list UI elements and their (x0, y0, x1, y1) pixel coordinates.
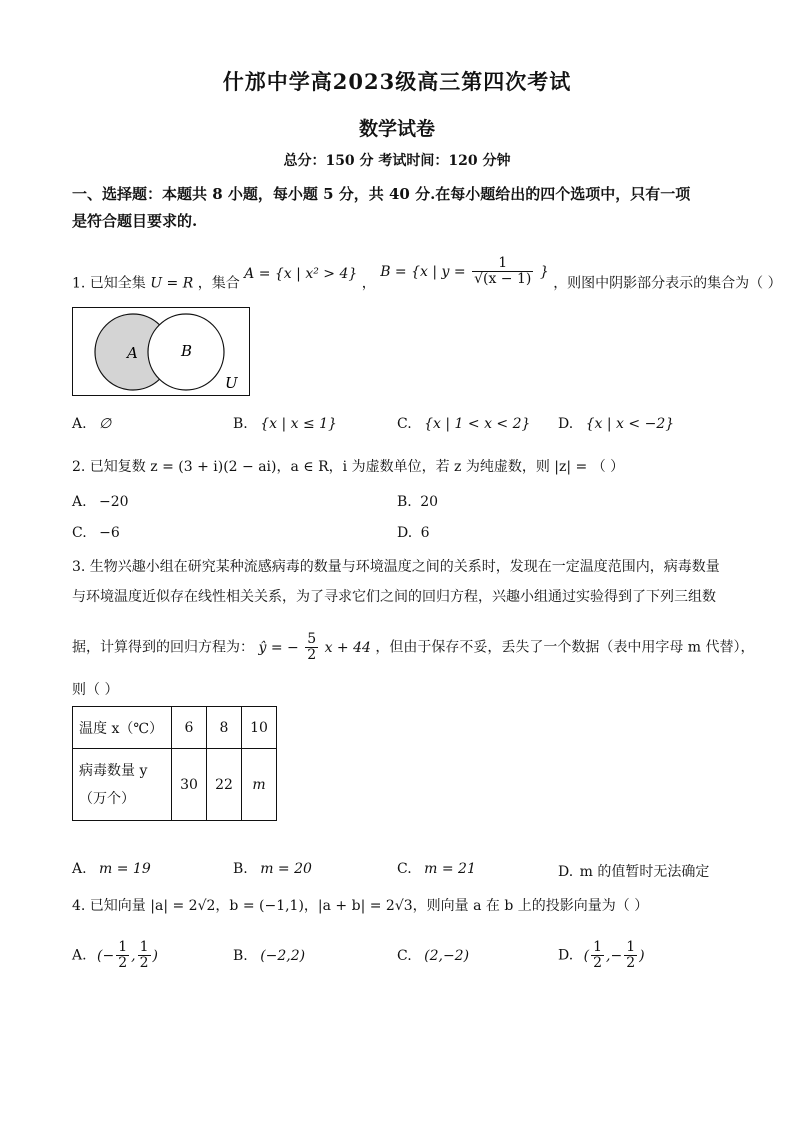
q1-mid: ，集合 (197, 275, 240, 292)
option-text: ∅ (99, 416, 112, 432)
q2-option-b[interactable] (397, 494, 438, 510)
option-label: A. (72, 416, 87, 432)
section-heading (72, 181, 732, 235)
option-text: 20 (420, 494, 439, 510)
q3-eq-num: 5 (307, 631, 317, 647)
venn-diagram (72, 307, 250, 396)
option-fraction: $\frac{1}{2}$ (139, 939, 149, 971)
q2-option-c[interactable] (72, 525, 120, 541)
table-row (73, 707, 277, 749)
option-text: {x | x ≤ 1} (260, 416, 337, 432)
q1-set-a: A = {x | x² > 4} (244, 265, 358, 282)
option-text: 6 (420, 525, 430, 541)
q3-eq-rhs: x + 44 (324, 639, 371, 656)
option-fraction: $\frac{1}{2}$ (118, 939, 128, 971)
option-text: −20 (99, 494, 129, 510)
q1-option-c[interactable] (397, 416, 530, 432)
table-row-label (73, 749, 172, 821)
venn-label-b: B (181, 342, 193, 360)
q3-option-a[interactable] (72, 861, 151, 877)
exam-subtitle: 数学试卷 (358, 118, 435, 140)
table-row-label-line2: （万个） (79, 790, 135, 807)
option-label: D. (558, 416, 574, 432)
table-cell: 6 (172, 707, 207, 749)
question-4-stem: 4. 已知向量 |a| = 2√2，b = (−1,1)，|a + b| = 2√3，则向量 a 在 b 上的投影向量为（ ） (72, 898, 649, 914)
q3-option-d[interactable] (558, 861, 709, 881)
option-fraction: $\frac{1}{2}$ (626, 939, 636, 971)
option-text: ( $\frac{1}{2}$ ,− $\frac{1}{2}$ ) (583, 939, 645, 971)
q3-eq-den: 2 (307, 647, 317, 663)
option-label: B. (233, 948, 248, 964)
table-cell: 10 (242, 707, 277, 749)
q3-line3-pre: 据，计算得到的回归方程为： (72, 639, 254, 656)
option-text: m = 20 (260, 861, 312, 877)
question-1-stem (72, 255, 782, 299)
option-text-pre: ( (583, 947, 590, 964)
exam-title: 什邡中学高2023级高三第四次考试 (222, 69, 572, 94)
option-text: (−2,2) (260, 948, 306, 964)
q1-set-b-num: 1 (472, 256, 533, 272)
table-cell: m (242, 749, 277, 821)
q1-prefix: 1. 已知全集 (72, 275, 146, 292)
q1-set-b-den: √(x − 1) (474, 271, 532, 287)
q3-data-table (72, 706, 277, 821)
q4-option-c[interactable] (397, 948, 469, 964)
option-label: C. (397, 948, 412, 964)
table-row-label: 温度 x（℃） (73, 707, 172, 749)
venn-label-a: A (127, 344, 138, 362)
option-label: C. (397, 416, 412, 432)
option-text-pre: (− (97, 947, 115, 964)
option-label: D. (397, 525, 413, 541)
option-label: A. (72, 494, 87, 510)
option-label: A. (72, 861, 87, 877)
q3-eq-fraction (305, 632, 318, 663)
q1-set-b-lead: B = {x | y = (380, 263, 466, 280)
q3-line3-post: ，但由于保存不妥，丢失了一个数据（表中用字母 m 代替）， (375, 639, 755, 656)
venn-label-u: U (225, 374, 238, 392)
option-text: {x | 1 < x < 2} (424, 416, 531, 432)
option-label: D. (558, 864, 574, 880)
q2-option-d[interactable] (397, 525, 430, 541)
q1-option-a[interactable] (72, 416, 111, 432)
option-text: −6 (99, 525, 120, 541)
option-text: m 的值暂时无法确定 (579, 864, 710, 880)
q1-universal-set: U = R (150, 275, 194, 292)
option-fraction: $\frac{1}{2}$ (593, 939, 603, 971)
q4-option-a[interactable] (72, 940, 158, 971)
option-text: m = 19 (99, 861, 151, 877)
option-text: (2,−2) (424, 948, 470, 964)
q1-set-b-fraction (472, 256, 533, 287)
table-cell: 30 (172, 749, 207, 821)
q3-option-c[interactable] (397, 861, 476, 877)
table-row-label-line1: 病毒数量 y (79, 762, 148, 779)
q3-regression-eq (258, 631, 375, 663)
q2-option-a[interactable] (72, 494, 129, 510)
question-3-line3 (72, 632, 755, 663)
option-text: {x | x < −2} (585, 416, 675, 432)
q1-set-b (380, 255, 553, 287)
table-row (73, 749, 277, 821)
q3-option-b[interactable] (233, 861, 312, 877)
table-cell: 22 (207, 749, 242, 821)
q1-comma: ， (361, 275, 376, 292)
q1-suffix: ，则图中阴影部分表示的集合为（ ） (553, 275, 782, 292)
section-heading-line2: 是符合题目要求的. (72, 212, 198, 230)
option-label: D. (558, 947, 574, 964)
question-2-stem: 2. 已知复数 z = (3 + i)(2 − ai)，a ∈ R，i 为虚数单位，若 z 为纯虚数，则 |z| = （ ） (72, 459, 625, 475)
option-text: m = 21 (424, 861, 476, 877)
option-label: B. (397, 494, 412, 510)
option-label: C. (397, 861, 412, 877)
question-3-line2: 与环境温度近似存在线性相关关系，为了寻求它们之间的回归方程，兴趣小组通过实验得到了下列三组数 (72, 589, 716, 605)
venn-svg (73, 308, 249, 395)
q1-option-d[interactable] (558, 416, 674, 432)
section-heading-line1: 一、选择题：本题共 8 小题，每小题 5 分，共 40 分.在每小题给出的四个选项中，只有一项 (72, 185, 691, 203)
exam-meta: 总分：150 分 考试时间：120 分钟 (283, 153, 511, 169)
option-label: B. (233, 416, 248, 432)
q4-option-d[interactable] (558, 940, 645, 971)
option-label: B. (233, 861, 248, 877)
option-text: (− $\frac{1}{2}$ , $\frac{1}{2}$ ) (97, 939, 158, 971)
option-label: A. (72, 947, 87, 964)
option-label: C. (72, 525, 87, 541)
question-3-line4: 则（ ） (72, 682, 119, 698)
question-3-line1: 3. 生物兴趣小组在研究某种流感病毒的数量与环境温度之间的关系时，发现在一定温度范围内，病毒数量 (72, 559, 720, 575)
table-cell: 8 (207, 707, 242, 749)
q1-option-b[interactable] (233, 416, 337, 432)
q3-eq-lhs: ŷ = − (258, 639, 299, 656)
q1-set-b-tail: } (539, 263, 549, 280)
q4-option-b[interactable] (233, 948, 305, 964)
